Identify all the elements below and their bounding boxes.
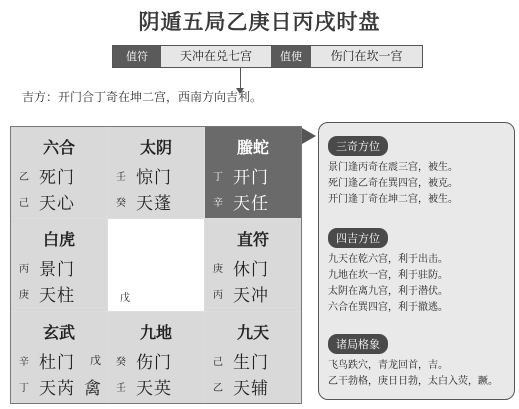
palace-god: 螣蛇 (236, 138, 269, 157)
sanqi-line: 开门逢丁奇在坤二宫，被生。 (328, 194, 458, 205)
earth-stem: 壬 (116, 382, 126, 394)
palace-xun-4 (11, 127, 107, 218)
callout-arrow-icon (302, 128, 316, 144)
palace-gen-8 (11, 312, 107, 403)
palace-door: 生门 (233, 352, 269, 373)
palace-center-5 (108, 219, 204, 310)
palace-star: 天芮 (39, 378, 75, 399)
sanqi-section (328, 135, 506, 208)
zhishi-value: 伤门在坎一宫 (311, 46, 422, 67)
heaven-stem: 丙 (19, 264, 29, 276)
palace-door: 景门 (39, 260, 75, 281)
siji-line: 六合在巽四宫，利于撤逃。 (328, 302, 448, 313)
center-stem: 戊 (120, 293, 130, 305)
pointer-line (240, 67, 241, 89)
palace-god: 九地 (139, 322, 172, 342)
palace-door: 杜门 (39, 352, 75, 373)
lodged-star: 禽 (84, 378, 101, 399)
palace-god: 直符 (236, 230, 269, 250)
palace-star: 天柱 (39, 286, 75, 307)
heaven-stem: 己 (213, 356, 223, 368)
palace-god: 太阴 (139, 138, 172, 157)
siji-line: 太阴在离九宫，利于潜伏。 (328, 286, 448, 297)
palace-star: 天冲 (233, 286, 269, 307)
zhishi-label: 值使 (271, 46, 311, 67)
siji-section (328, 227, 506, 316)
sanqi-line: 景门逢丙奇在震三宫，被生。 (328, 162, 458, 173)
palace-li-9 (108, 127, 204, 218)
earth-stem: 丙 (213, 290, 223, 302)
heaven-stem: 辛 (19, 356, 29, 368)
heaven-stem: 壬 (116, 172, 126, 183)
geju-section (328, 333, 506, 390)
palace-kan-1 (108, 312, 204, 403)
palace-star: 天辅 (233, 378, 269, 399)
palace-god: 白虎 (42, 230, 75, 250)
earth-stem: 辛 (213, 198, 223, 209)
analysis-panel (318, 122, 515, 400)
palace-door: 开门 (233, 168, 269, 188)
palace-door: 休门 (233, 260, 269, 281)
palace-qian-6 (205, 312, 301, 403)
earth-stem: 乙 (213, 382, 223, 394)
lodged-stem: 戊 (90, 354, 101, 368)
geju-line: 乙干勃格，庚日日勃，太白入荧，蹶。 (328, 376, 498, 387)
palace-god: 六合 (42, 138, 75, 157)
chart-title: 阴遁五局乙庚日丙戌时盘 (138, 10, 381, 34)
palace-star: 天英 (136, 378, 172, 399)
heaven-stem: 丁 (213, 172, 223, 183)
palace-grid (10, 126, 302, 404)
palace-god: 玄武 (42, 322, 75, 342)
palace-star: 天任 (233, 194, 269, 214)
palace-kun-2 (205, 127, 301, 218)
earth-stem: 丁 (19, 382, 29, 394)
sanqi-line: 死门逢乙奇在巽四宫，被克。 (328, 178, 458, 189)
earth-stem: 己 (19, 198, 29, 209)
zhifu-label: 值符 (113, 46, 161, 67)
auspicious-note: 吉方：开门合丁奇在坤二宫，西南方向吉利。 (22, 90, 263, 104)
earth-stem: 庚 (19, 290, 29, 302)
zhifu-value: 天冲在兑七宫 (161, 46, 271, 67)
palace-door: 死门 (39, 168, 75, 188)
palace-dui-7 (205, 219, 301, 310)
header-bar (112, 45, 423, 68)
earth-stem: 癸 (116, 198, 126, 209)
palace-star: 天心 (39, 194, 75, 214)
palace-star: 天蓬 (136, 194, 172, 214)
palace-god: 九天 (236, 322, 269, 342)
sanqi-title: 三奇方位 (328, 136, 388, 156)
siji-line: 九天在乾六宫，利于出击。 (328, 254, 448, 265)
palace-door: 惊门 (136, 168, 172, 188)
geju-line: 飞鸟跌穴，青龙回首，吉。 (328, 360, 448, 371)
palace-door: 伤门 (136, 352, 172, 373)
heaven-stem: 乙 (19, 172, 29, 183)
siji-line: 九地在坎一宫，利于驻防。 (328, 270, 448, 281)
geju-title: 诸局格象 (328, 334, 388, 354)
palace-zhen-3 (11, 219, 107, 310)
heaven-stem: 癸 (116, 356, 126, 368)
siji-title: 四吉方位 (328, 228, 388, 248)
heaven-stem: 庚 (213, 264, 223, 276)
